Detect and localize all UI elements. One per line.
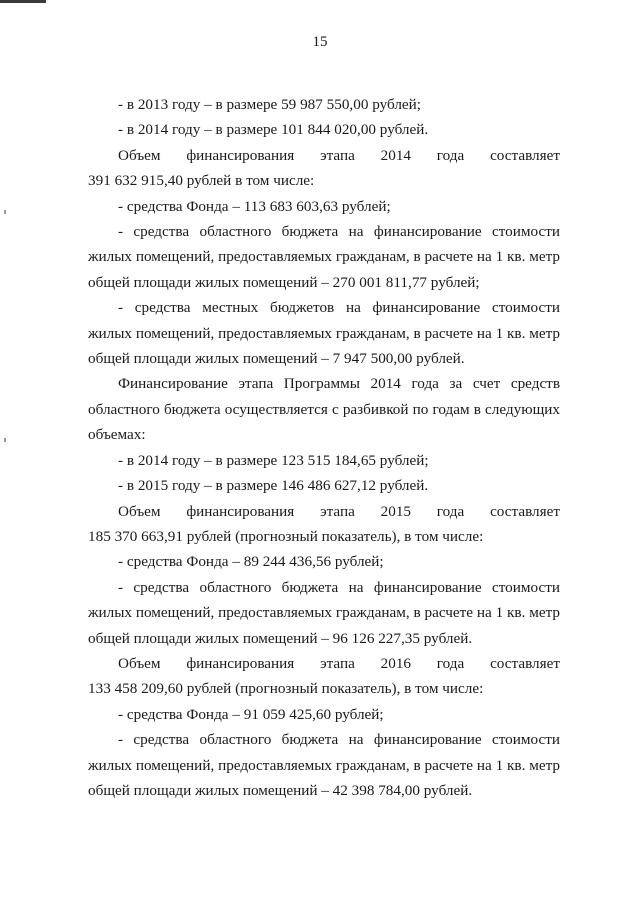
paragraph-financing-breakdown: Финансирование этапа Программы 2014 года за счет средств областного бюджета осуществляется с разбивкой по годам в следующих объемах: — [88, 375, 560, 444]
paragraph-2013-amount: - в 2013 году – в размере 59 987 550,00 рублей; — [118, 96, 422, 113]
paragraph-stage-2016-total: 133 458 209,60 рублей (прогнозный показатель), в том числе: — [88, 680, 484, 698]
paragraph-regional-budget-2014: - средства областного бюджета на финансирование стоимости жилых помещений, предоставляемых гражданам, в расчете на 1 кв. метр общей площади жилых помещений – 270 001 811,77 рублей; — [88, 223, 560, 291]
paragraph-stage-2014-heading: Объем финансирования этапа 2014 года составляет — [118, 146, 560, 164]
page-number: 15 — [312, 34, 328, 50]
paragraph-fund-2014: - средства Фонда – 113 683 603,63 рублей; — [118, 197, 391, 215]
document-body — [88, 92, 560, 803]
paragraph-fund-2015: - средства Фонда – 89 244 436,56 рублей; — [118, 553, 384, 571]
paragraph-stage-2016-heading: Объем финансирования этапа 2016 года составляет — [118, 654, 560, 672]
paragraph-stage-2015-total: 185 370 663,91 рублей (прогнозный показатель), в том числе: — [88, 527, 484, 545]
paragraph-2015-year-amount: - в 2015 году – в размере 146 486 627,12 рублей. — [118, 477, 429, 495]
scan-edge-dot — [4, 210, 6, 214]
paragraph-regional-budget-2016: - средства областного бюджета на финансирование стоимости жилых помещений, предоставляемых гражданам, в расчете на 1 кв. метр общей площади жилых помещений – 42 398 784,00 рублей. — [88, 731, 560, 799]
scan-edge-dot — [4, 438, 6, 442]
paragraph-regional-budget-2015: - средства областного бюджета на финансирование стоимости жилых помещений, предоставляемых гражданам, в расчете на 1 кв. метр общей площади жилых помещений – 96 126 227,35 рублей. — [88, 578, 560, 647]
scan-edge-mark — [0, 0, 46, 3]
paragraph-stage-2014-total: 391 632 915,40 рублей в том числе: — [88, 172, 315, 190]
paragraph-2014-year-amount: - в 2014 году – в размере 123 515 184,65 рублей; — [118, 451, 429, 469]
paragraph-2014-amount: - в 2014 году – в размере 101 844 020,00 рублей. — [118, 121, 429, 139]
paragraph-local-budget-2014: - средства местных бюджетов на финансирование стоимости жилых помещений, предоставляемых гражданам, в расчете на 1 кв. метр общей площади жилых помещений – 7 947 500,00 рублей. — [88, 299, 560, 368]
paragraph-fund-2016: - средства Фонда – 91 059 425,60 рублей; — [118, 705, 384, 723]
paragraph-stage-2015-heading: Объем финансирования этапа 2015 года составляет — [118, 502, 560, 520]
